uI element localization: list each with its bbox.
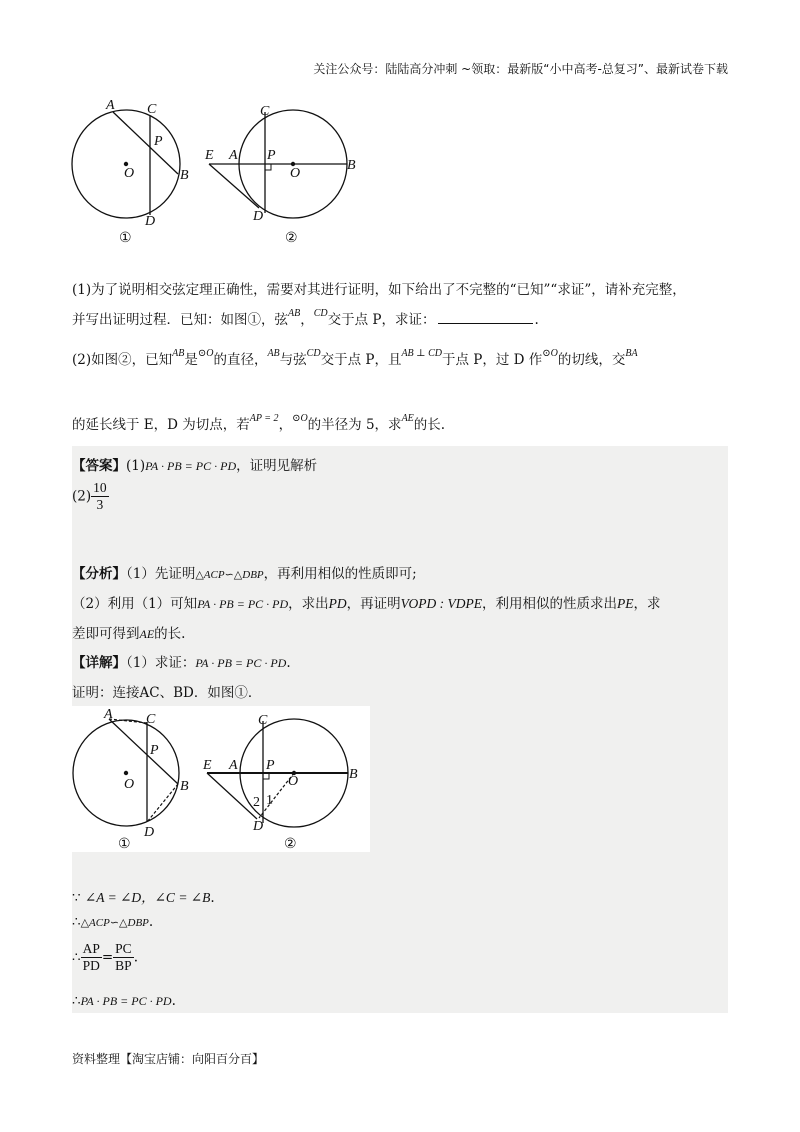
figure-number: ② [285, 231, 298, 246]
page-header: 关注公众号：陆陆高分冲刺 ~领取：最新版“小中高考-总复习”、最新试卷下载 [313, 62, 728, 76]
question-2-line-1: (2)如图②，已知$^{AB}$是$^{⊙O}$的直径，$^{AB}$与弦$^{CD}$交于点 P，且$^{AB \perp CD}$于点 P，过 D 作$^{⊙O}$的切线，交$^{BA}$ [72, 348, 638, 368]
answer-fraction: $\frac{10}{3}$ [93, 480, 107, 512]
label-C: C [260, 104, 270, 119]
label-C: C [147, 102, 157, 117]
question-2-line-2: 的延长线于 E，D 为切点，若$^{AP = 2}$，$^{⊙O}$的半径为 5，求$^{AE}$的长. [72, 413, 446, 433]
label-D: D [253, 209, 264, 224]
answer-line-1: 【答案】(1)PA · PB = PC · PD，证明见解析 [72, 458, 318, 474]
proof-step-3: ∴ $\frac{AP}{PD}$ = $\frac{PC}{BP}$ . [72, 941, 138, 973]
label-A: A [104, 707, 113, 722]
figure-number: ② [284, 837, 297, 852]
label-O: O [124, 166, 135, 181]
label-E: E [205, 148, 214, 163]
label-D: D [253, 819, 264, 834]
label-P: P [150, 743, 159, 758]
label-A: A [106, 98, 115, 113]
figure-top [60, 95, 360, 250]
label-P: P [154, 134, 163, 149]
question-1-line-2: 并写出证明过程．已知：如图①，弦$^{AB}$，$^{CD}$交于点 P，求证： . [72, 308, 539, 328]
label-B: B [349, 767, 358, 782]
answer-line-2: (2) $\frac{10}{3}$ [72, 480, 107, 512]
detail-line-1: 【详解】（1）求证：PA · PB = PC · PD. [72, 655, 291, 671]
analysis-line-3: 差即可得到AE的长. [72, 626, 186, 642]
label-D: D [144, 825, 155, 840]
label-A: A [229, 148, 238, 163]
proof-step-1: ∵ ∠A = ∠D，∠C = ∠B. [72, 890, 215, 906]
angle-label-2: 2 [253, 795, 260, 810]
figure-number: ① [118, 837, 131, 852]
label-E: E [203, 758, 212, 773]
analysis-line-2: （2）利用（1）可知PA · PB = PC · PD，求出PD，再证明VOPD : VDPE，利用相似的性质求出PE，求 [72, 596, 661, 612]
angle-label-1: 1 [266, 793, 273, 808]
label-P: P [267, 148, 276, 163]
proof-step-2: ∴△ACP∽△DBP. [72, 914, 154, 930]
proof-step-4: ∴PA · PB = PC · PD. [72, 993, 176, 1009]
label-B: B [180, 168, 189, 183]
label-P: P [266, 758, 275, 773]
label-D: D [145, 214, 156, 229]
fraction-ap-pd: $\frac{AP}{PD}$ [82, 941, 100, 973]
label-C: C [258, 713, 268, 728]
detail-line-2: 证明：连接AC、BD．如图①． [72, 685, 262, 701]
label-C: C [146, 712, 156, 727]
figure-number: ① [119, 231, 132, 246]
figure-solution [72, 706, 370, 852]
label-O: O [290, 166, 301, 181]
label-B: B [347, 158, 356, 173]
label-B: B [180, 779, 189, 794]
answer-blank [438, 311, 533, 324]
question-1-line-1: (1)为了说明相交弦定理正确性，需要对其进行证明，如下给出了不完整的“已知”“求证”，请补充完整， [72, 282, 686, 298]
label-O: O [288, 774, 299, 789]
page-footer: 资料整理【淘宝店铺：向阳百分百】 [72, 1052, 265, 1066]
label-A: A [229, 758, 238, 773]
label-O: O [124, 777, 135, 792]
fraction-pc-bp: $\frac{PC}{BP}$ [115, 941, 132, 973]
analysis-line-1: 【分析】（1）先证明△ACP∽△DBP，再利用相似的性质即可; [72, 566, 417, 582]
